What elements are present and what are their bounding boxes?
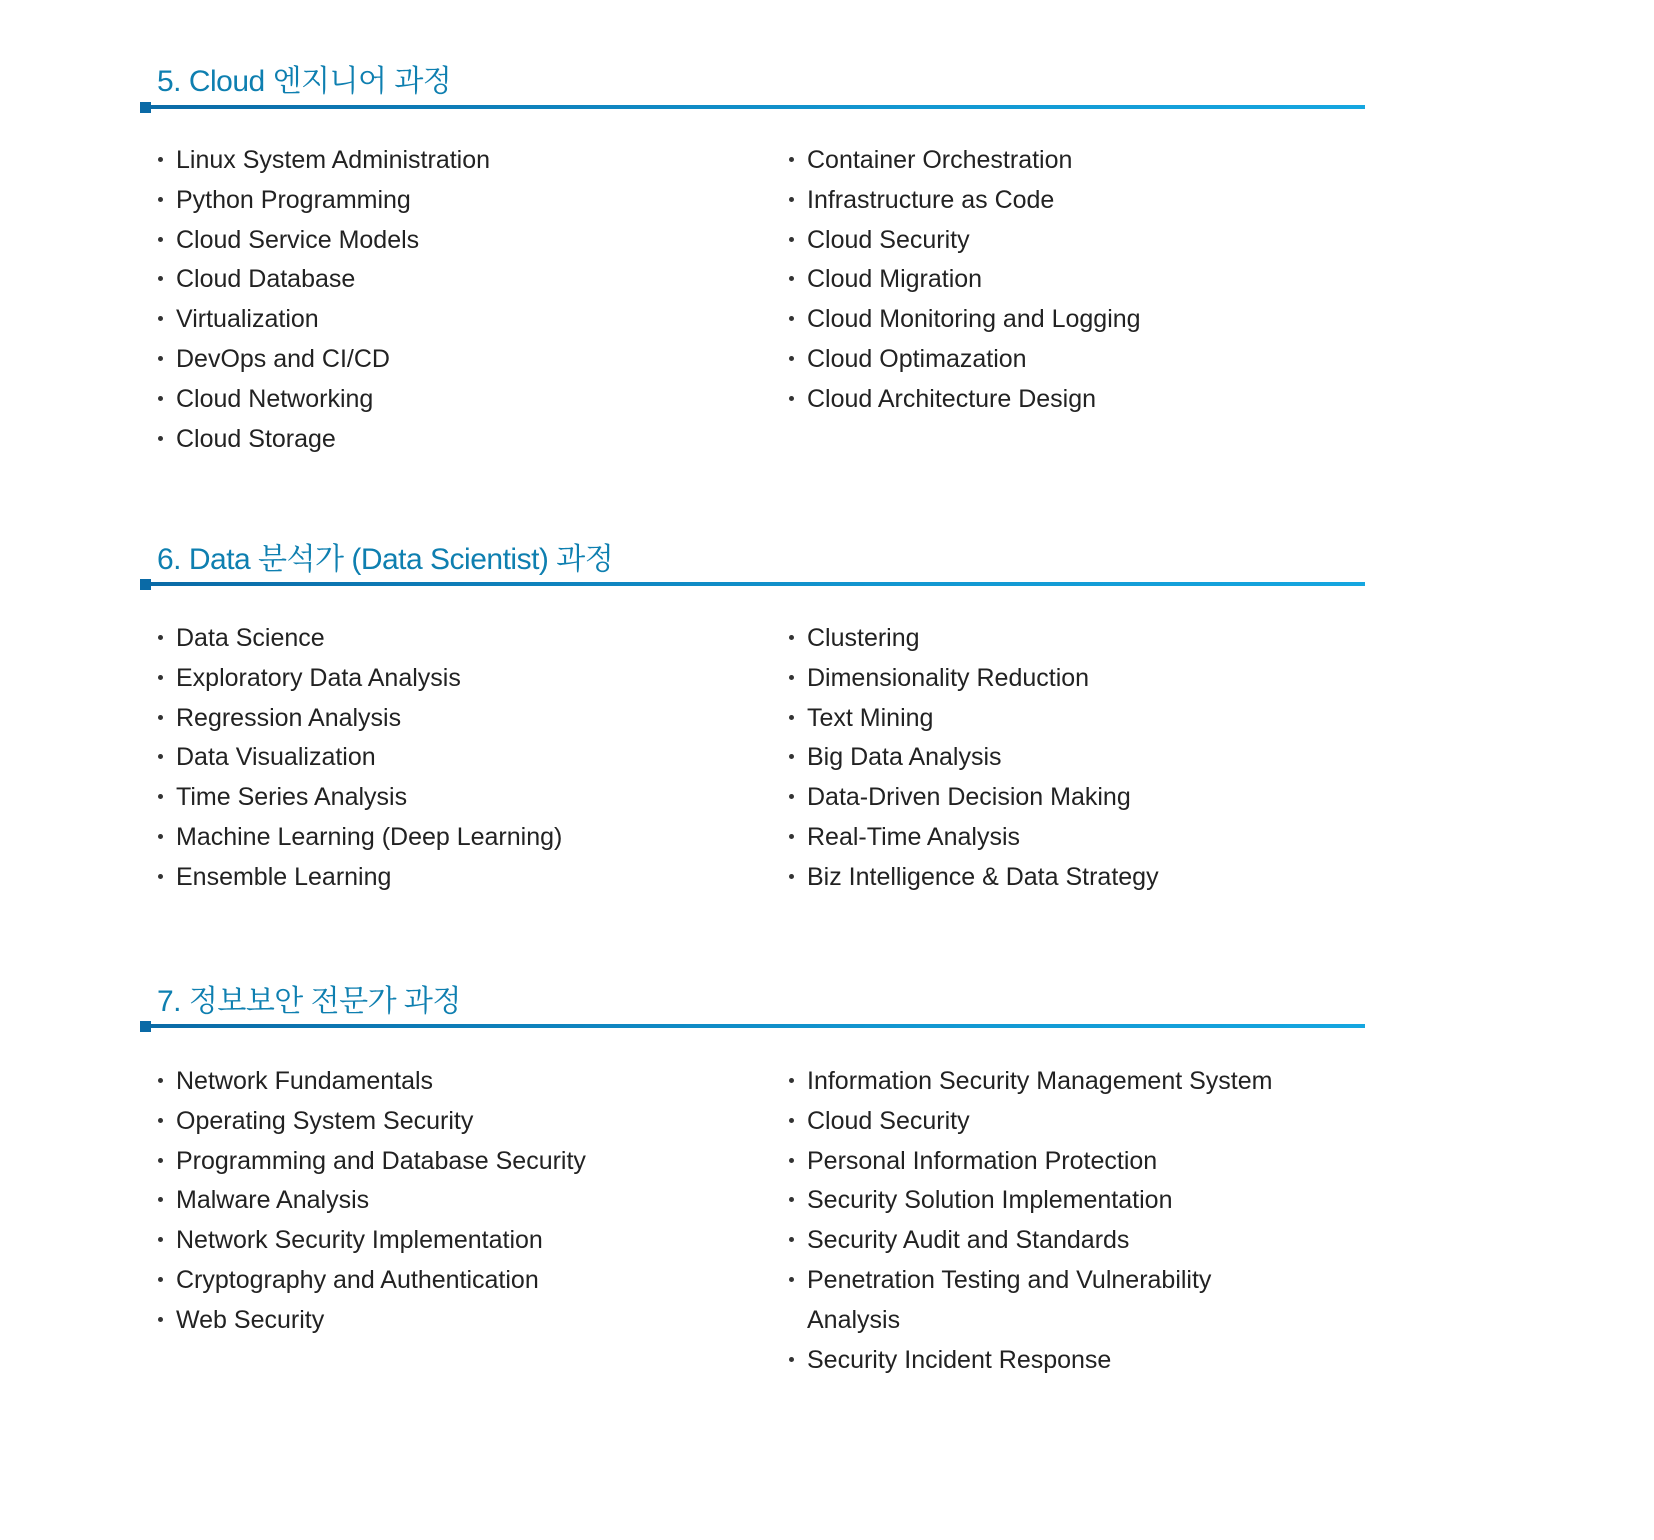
- list-item: Network Fundamentals: [157, 1062, 586, 1102]
- list-item: Python Programming: [157, 181, 490, 221]
- bullet-icon: [158, 1277, 163, 1282]
- course-list-left: [157, 1062, 586, 1341]
- bullet-icon: [158, 237, 163, 242]
- section-title: 5. Cloud 엔지니어 과정: [157, 65, 452, 98]
- list-item: Cloud Migration: [788, 260, 1141, 300]
- bullet-icon: [789, 754, 794, 759]
- bullet-icon: [789, 396, 794, 401]
- bullet-icon: [158, 675, 163, 680]
- list-item: Data-Driven Decision Making: [788, 778, 1159, 818]
- divider-marker: [140, 1021, 151, 1032]
- list-item: Cloud Monitoring and Logging: [788, 300, 1141, 340]
- list-item: Penetration Testing and Vulnerability Analysis: [788, 1261, 1277, 1341]
- list-item: Security Audit and Standards: [788, 1221, 1277, 1261]
- bullet-icon: [158, 396, 163, 401]
- bullet-icon: [158, 276, 163, 281]
- list-item: Real-Time Analysis: [788, 818, 1159, 858]
- bullet-icon: [158, 1158, 163, 1163]
- list-item: Exploratory Data Analysis: [157, 659, 562, 699]
- bullet-icon: [158, 1118, 163, 1123]
- list-item: Personal Information Protection: [788, 1142, 1277, 1182]
- bullet-icon: [789, 276, 794, 281]
- section-title: 6. Data 분석가 (Data Scientist) 과정: [157, 543, 614, 576]
- list-item: Cloud Database: [157, 260, 490, 300]
- bullet-icon: [789, 197, 794, 202]
- list-item: Dimensionality Reduction: [788, 659, 1159, 699]
- divider-marker: [140, 579, 151, 590]
- list-item: Network Security Implementation: [157, 1221, 586, 1261]
- section-title: 7. 정보보안 전문가 과정: [157, 985, 461, 1018]
- list-item: Cloud Storage: [157, 420, 490, 460]
- list-item: Machine Learning (Deep Learning): [157, 818, 562, 858]
- list-item: Time Series Analysis: [157, 778, 562, 818]
- list-item: Cryptography and Authentication: [157, 1261, 586, 1301]
- bullet-icon: [158, 715, 163, 720]
- section-divider: [140, 105, 1365, 109]
- bullet-icon: [158, 157, 163, 162]
- course-list-right: [788, 141, 1141, 420]
- list-item: Clustering: [788, 619, 1159, 659]
- course-list-left: [157, 619, 562, 898]
- bullet-icon: [789, 237, 794, 242]
- bullet-icon: [158, 1237, 163, 1242]
- bullet-icon: [158, 1317, 163, 1322]
- list-item: DevOps and CI/CD: [157, 340, 490, 380]
- bullet-icon: [158, 794, 163, 799]
- bullet-icon: [158, 316, 163, 321]
- bullet-icon: [158, 834, 163, 839]
- bullet-icon: [158, 436, 163, 441]
- bullet-icon: [789, 794, 794, 799]
- bullet-icon: [158, 197, 163, 202]
- list-item: Cloud Service Models: [157, 221, 490, 261]
- bullet-icon: [789, 157, 794, 162]
- bullet-icon: [158, 874, 163, 879]
- divider-marker: [140, 102, 151, 113]
- list-item: Information Security Management System: [788, 1062, 1277, 1102]
- list-item: Programming and Database Security: [157, 1142, 586, 1182]
- bullet-icon: [789, 1118, 794, 1123]
- list-item: Cloud Optimazation: [788, 340, 1141, 380]
- list-item: Cloud Security: [788, 221, 1141, 261]
- bullet-icon: [789, 1277, 794, 1282]
- list-item: Big Data Analysis: [788, 738, 1159, 778]
- list-item: Data Science: [157, 619, 562, 659]
- list-item: Infrastructure as Code: [788, 181, 1141, 221]
- bullet-icon: [789, 316, 794, 321]
- list-item: Cloud Networking: [157, 380, 490, 420]
- list-item: Cloud Architecture Design: [788, 380, 1141, 420]
- course-list-left: [157, 141, 490, 459]
- list-item: Linux System Administration: [157, 141, 490, 181]
- list-item: Security Incident Response: [788, 1341, 1277, 1381]
- bullet-icon: [158, 635, 163, 640]
- list-item: Virtualization: [157, 300, 490, 340]
- bullet-icon: [789, 675, 794, 680]
- list-item: Security Solution Implementation: [788, 1181, 1277, 1221]
- bullet-icon: [789, 874, 794, 879]
- list-item: Biz Intelligence & Data Strategy: [788, 858, 1159, 898]
- list-item: Text Mining: [788, 699, 1159, 739]
- list-item: Malware Analysis: [157, 1181, 586, 1221]
- bullet-icon: [789, 635, 794, 640]
- bullet-icon: [158, 1197, 163, 1202]
- bullet-icon: [158, 754, 163, 759]
- section-divider: [140, 582, 1365, 586]
- bullet-icon: [789, 834, 794, 839]
- bullet-icon: [789, 1357, 794, 1362]
- list-item: Data Visualization: [157, 738, 562, 778]
- course-list-right: [788, 619, 1159, 898]
- list-item: Web Security: [157, 1301, 586, 1341]
- list-item: Cloud Security: [788, 1102, 1277, 1142]
- list-item: Regression Analysis: [157, 699, 562, 739]
- list-item: Ensemble Learning: [157, 858, 562, 898]
- list-item: Container Orchestration: [788, 141, 1141, 181]
- bullet-icon: [789, 1197, 794, 1202]
- bullet-icon: [158, 356, 163, 361]
- bullet-icon: [158, 1078, 163, 1083]
- course-list-right: [788, 1062, 1277, 1380]
- bullet-icon: [789, 1158, 794, 1163]
- section-divider: [140, 1024, 1365, 1028]
- bullet-icon: [789, 1237, 794, 1242]
- bullet-icon: [789, 715, 794, 720]
- bullet-icon: [789, 1078, 794, 1083]
- bullet-icon: [789, 356, 794, 361]
- list-item: Operating System Security: [157, 1102, 586, 1142]
